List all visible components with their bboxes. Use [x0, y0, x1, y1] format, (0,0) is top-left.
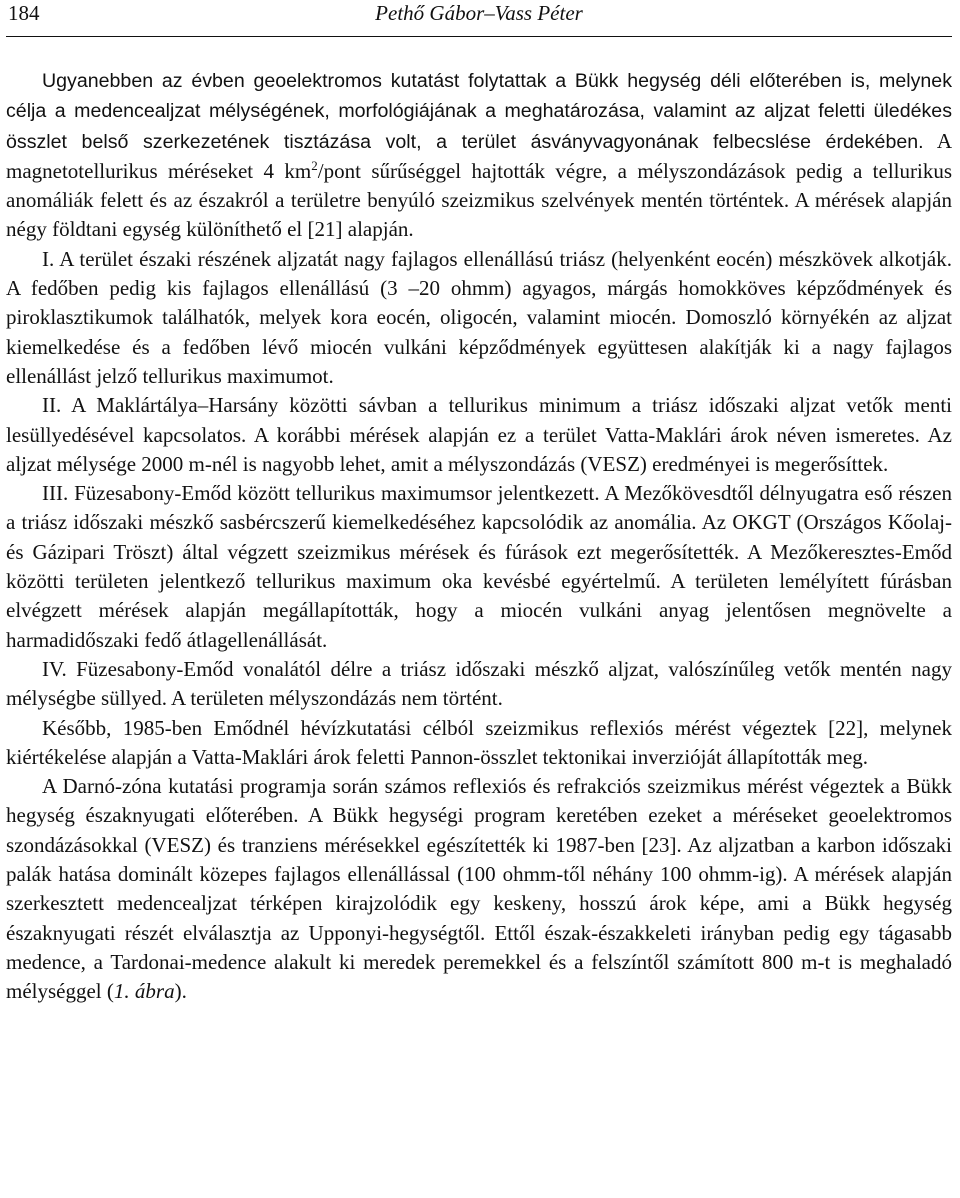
paragraph-unit-II: II. A Maklártálya–Harsány közötti sávban a tellurikus minimum a triász időszaki aljzat vetők menti lesüllyedésével kapcsolatos. A korábbi mérések alapján ez a terület Vatta-Maklári árok néven ismeretes. Az aljzat mélysége 2000 m-nél is nagyobb lehet, amit a mélyszondázás (VESZ) eredményei is megerősíttek.: [6, 393, 952, 476]
body-text: [6, 66, 952, 1007]
paragraph-7-end: ).: [174, 979, 187, 1004]
figure-reference-link[interactable]: 1. ábra: [113, 979, 175, 1004]
paragraph-1-intro: Ugyanebben az évben geoelektromos kutatást folytattak a Bükk hegység déli előterében is, melynek célja a medencealjzat mélységének, morfológiájának a meghatározása, valamint az aljzat feletti üledékes összlet belső szerkezetének tisztázása volt, a terület ásványvagyonának felbecslése érdekében.: [6, 70, 952, 153]
paragraph-1-rest: /pont sűrűséggel hajtották végre, a mélyszondázások pedig a tellurikus anomáliák felett és az északról a területre benyúló szeizmikus szelvények mentén történtek. A mérések alapján négy földtani egység különíthető el [21] alapján.: [6, 158, 952, 242]
paragraph-darno-zone: [6, 772, 952, 1006]
paragraph-7-main: A Darnó-zóna kutatási programja során számos reflexiós és refrakciós szeizmikus mérést végeztek a Bükk hegység északnyugati előterében. A Bükk hegységi program keretében ezeket a méréseket geoelektromos szondázásokkal (VESZ) és tranziens mérésekkel egészítették ki 1987-ben [23]. Az aljzatban a karbon időszaki palák hatása dominált közepes fajlagos ellenállással (100 ohmm-től néhány 100 ohmm-ig). A mérések alapján szerkesztett medencealjzat térképen kirajzolódik egy keskeny, hosszú árok képe, ami a Bükk hegység északnyugati részét elválasztja az Upponyi-hegységtől. Ettől észak-északkeleti irányban pedig egy tágasabb medence, a Tardonai-medence alakult ki meredek peremekkel és a felszíntől számított 800 m-t is meghaladó mélységgel (: [6, 774, 952, 1004]
paragraph-1985-seismic: Később, 1985-ben Emődnél hévízkutatási célból szeizmikus reflexiós mérést végeztek [22], melynek kiértékelése alapján a Vatta-Maklári árok feletti Pannon-összlet tektonikai inverzióját állapították meg.: [6, 715, 952, 769]
superscript-2: 2: [311, 157, 318, 173]
page-number: 184: [8, 1, 40, 25]
paragraph-unit-IV: IV. Füzesabony-Emőd vonalától délre a triász időszaki mészkő aljzat, valószínűleg vetők mentén nagy mélységbe süllyed. A területen mélyszondázás nem történt.: [6, 656, 952, 711]
page-header: [6, 0, 952, 37]
running-head-authors: Pethő Gábor–Vass Péter: [375, 1, 583, 25]
paragraph-geoelectric-survey: [6, 66, 952, 245]
paragraph-1-mt: A magnetotellurikus méréseket 4 km: [6, 128, 953, 183]
paragraph-unit-I: I. A terület északi részének aljzatát nagy fajlagos ellenállású triász (helyenként eocén) mészkövek alkotják. A fedőben pedig kis fajlagos ellenállású (3 –20 ohmm) agyagos, márgás homokköves képződmények és piroklasztikumok találhatók, melyek kora eocén, oligocén, valamint miocén. Domoszló környékén az aljzat kiemelkedése és a fedőben lévő miocén vulkáni képződmények együttesen alakítják ki a nagy fajlagos ellenállást jelző tellurikus maximumot.: [6, 246, 952, 388]
paragraph-unit-III: III. Füzesabony-Emőd között tellurikus maximumsor jelentkezett. A Mezőkövesdtől délnyugatra eső részen a triász időszaki mészkő sasbércszerű kiemelkedéséhez kapcsolódik az anomália. Az OKGT (Országos Kőolaj- és Gázipari Tröszt) által végzett szeizmikus mérések és fúrások ezt megerősítették. A Mezőkeresztes-Emőd közötti területen jelentkező tellurikus maximum oka kevésbé egyértelmű. A területen lemélyített fúrásban elvégzett mérések alapján megállapították, hogy a miocén vulkáni anyag jelentősen megnövelte a harmadidőszaki fedő átlagellenállását.: [6, 481, 952, 652]
